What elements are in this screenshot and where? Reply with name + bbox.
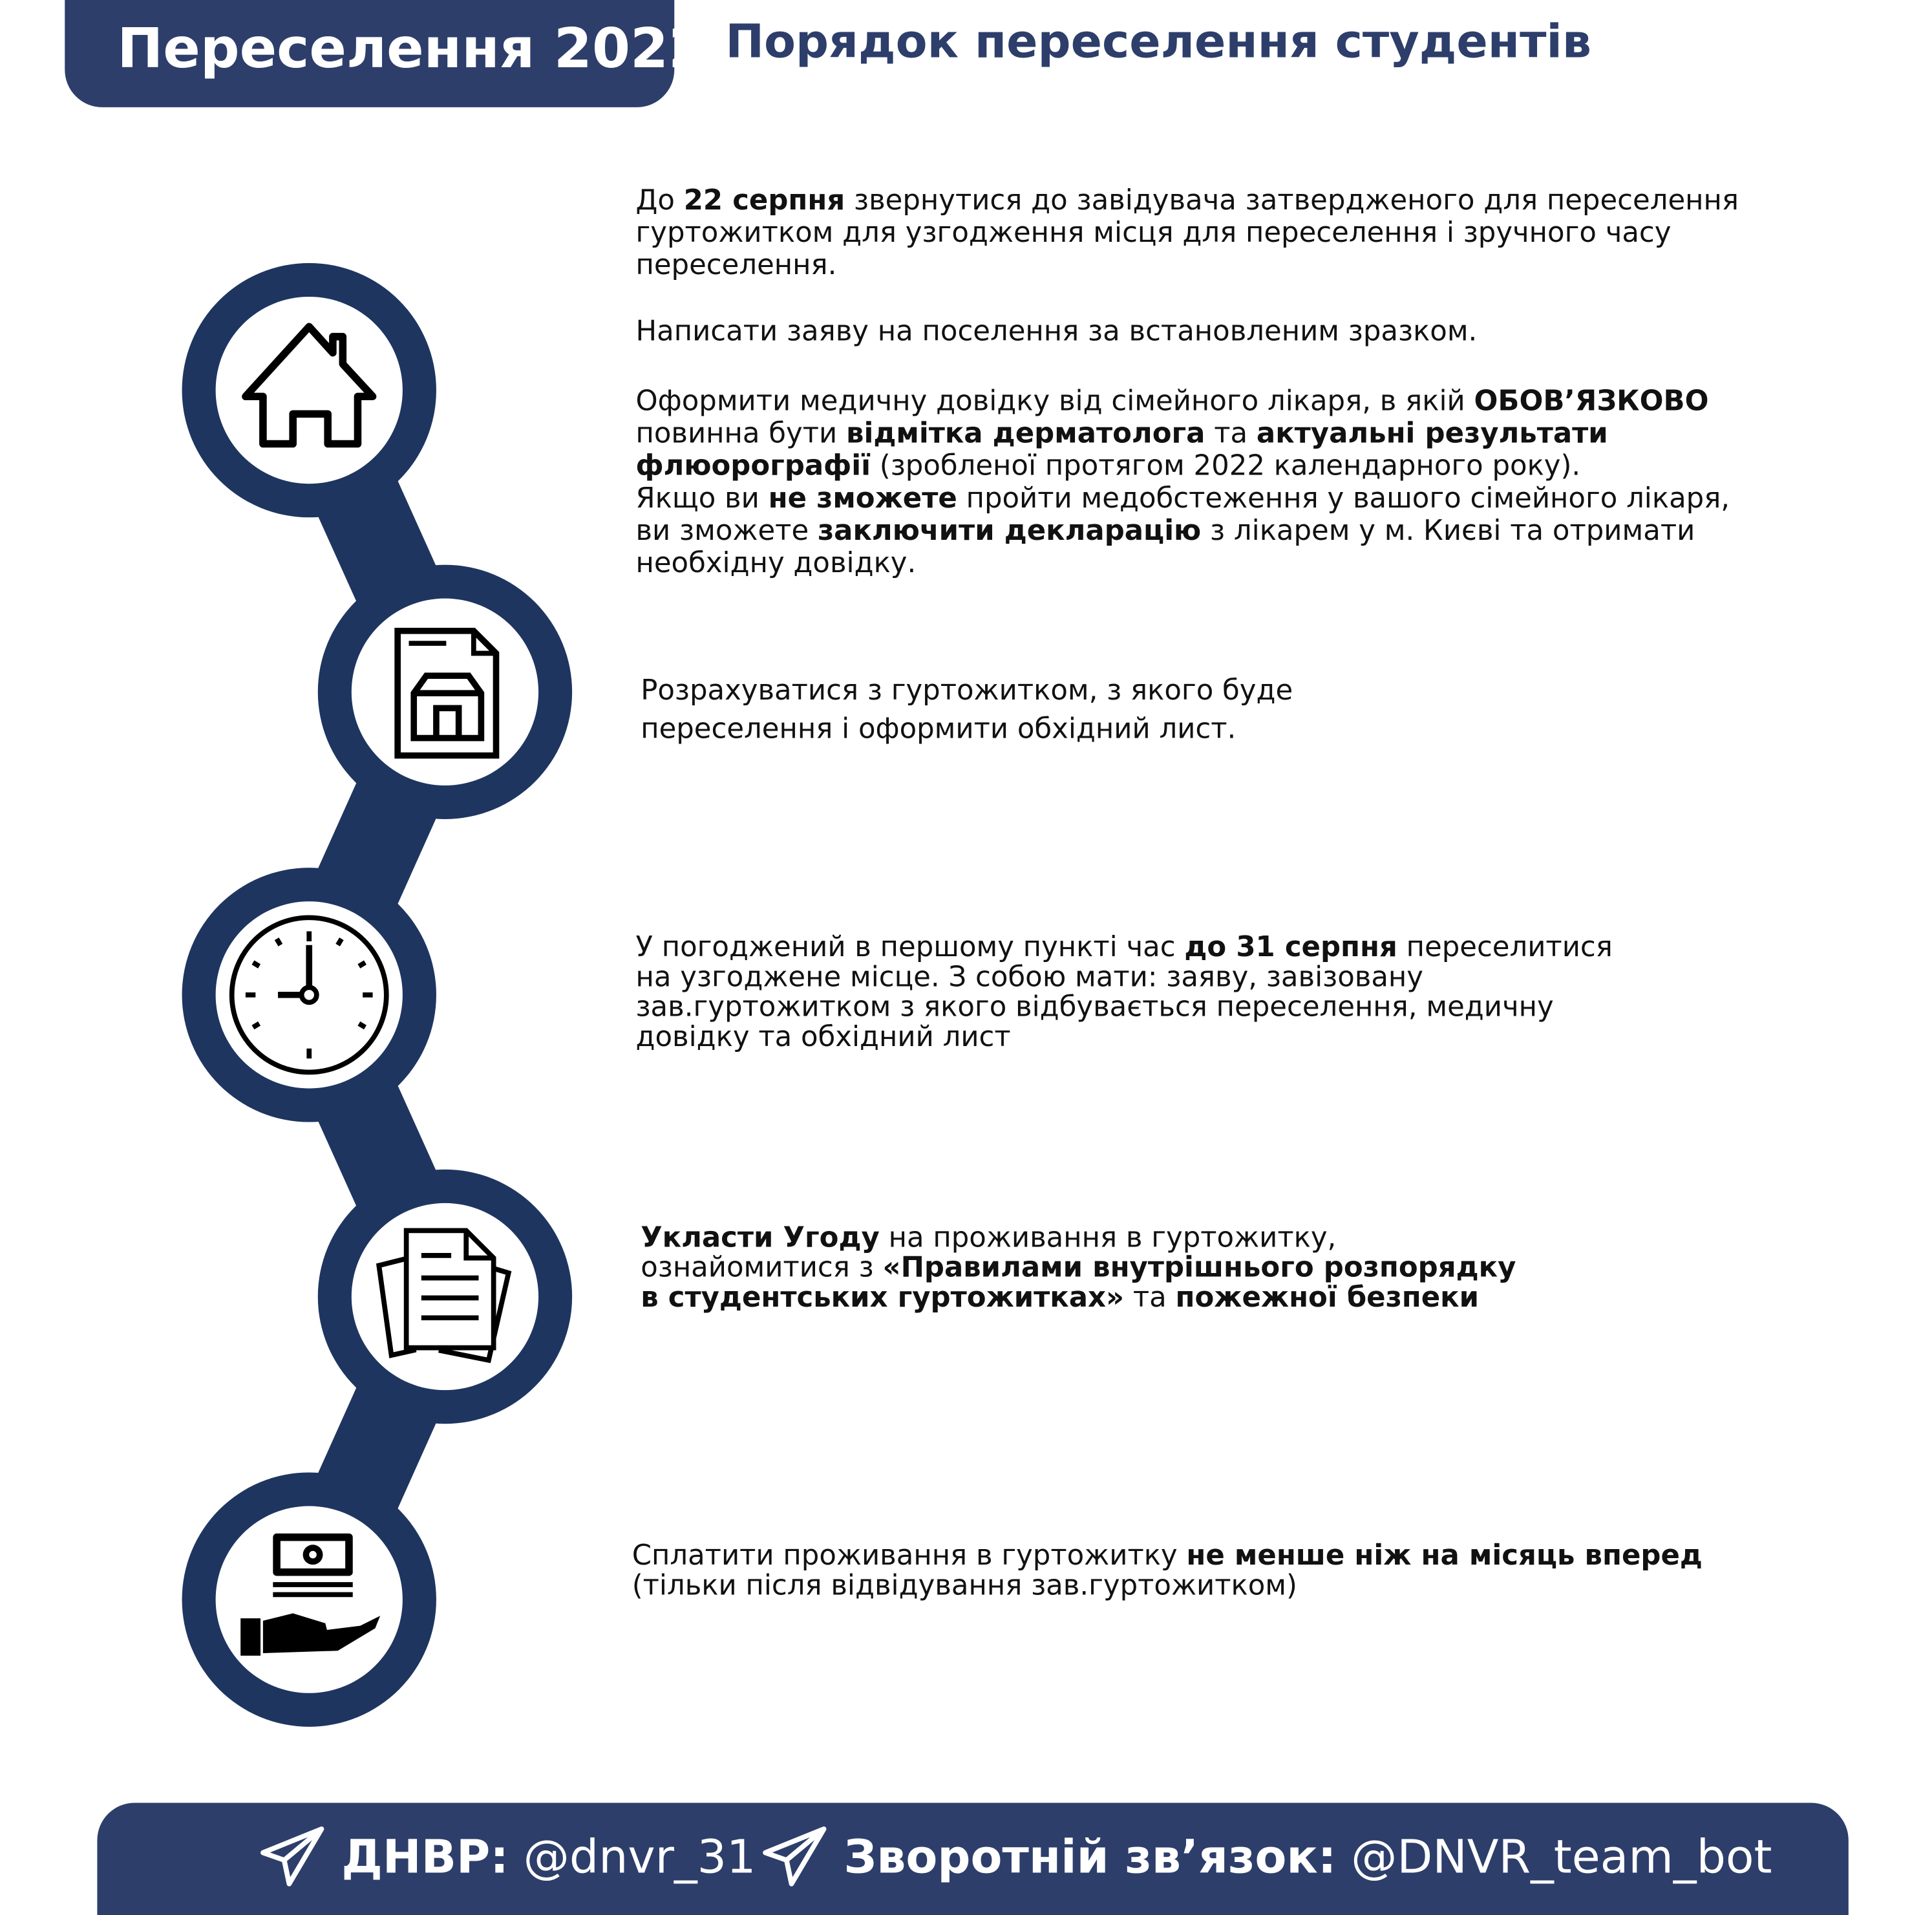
step-5-text: [632, 1541, 1804, 1601]
emphasis-text: заключити декларацію: [817, 515, 1202, 548]
body-text: звернутися до завідувача затвердженого для переселення гуртожитком для узгодження місця для переселення і зручного часу переселення.: [635, 184, 1739, 282]
body-text: на проживання в гуртожитку, ознайомитися з: [641, 1221, 1337, 1285]
footer-channel-link[interactable]: [259, 1825, 756, 1887]
emphasis-text: не зможете: [768, 482, 957, 515]
body-text: Розрахуватися з гуртожитком, з якого буде переселення і оформити обхідний лист.: [641, 674, 1293, 746]
step-1-medical-text: [635, 385, 1807, 580]
step-3-text: [635, 932, 1807, 1052]
footer-handle-2: @DNVR_team_bot: [1351, 1829, 1772, 1883]
body-text: Оформити медичну довідку від сімейного лікаря, в якій: [635, 385, 1474, 418]
emphasis-text: відмітка дерматолога: [845, 418, 1205, 451]
clock-icon: [228, 914, 390, 1076]
body-text: пройти медобстеження у вашого сімейного лікаря, ви зможете: [635, 482, 1730, 548]
body-text: (зробленої протягом 2022 календарного року). Якщо ви: [635, 450, 1581, 515]
emphasis-text: Укласти Угоду: [641, 1221, 880, 1254]
emphasis-text: не менше ніж на місяць вперед: [1186, 1539, 1703, 1572]
emphasis-text: актуальні результати флюорографії: [635, 418, 1608, 483]
footer-label-2: Зворотній зв’язок:: [844, 1829, 1337, 1883]
telegram-icon: [259, 1825, 324, 1887]
body-text: переселитися на узгоджене місце. З собою мати: заяву, завізовану зав.гуртожитком з якого відбувається переселення, медичну довідку та обхідний лист: [635, 931, 1613, 1054]
body-text: Сплатити проживання в гуртожитку: [632, 1539, 1187, 1572]
step-1-text: [635, 184, 1807, 281]
step-4-text: [641, 1223, 1812, 1313]
footer-label-1: ДНВР:: [341, 1829, 509, 1883]
step-2-text: [641, 672, 1812, 749]
body-text: До: [635, 184, 684, 217]
body-text: У погоджений в першому пункті час: [635, 931, 1185, 964]
documents-icon: [364, 1215, 526, 1378]
footer-handle-1: @dnvr_31: [523, 1829, 756, 1883]
body-text: та: [1205, 418, 1257, 451]
emphasis-text: «Правилами внутрішнього розпорядку в студентських гуртожитках»: [641, 1252, 1516, 1314]
body-text: та: [1124, 1281, 1176, 1314]
telegram-icon: [761, 1825, 826, 1887]
header-title: Переселення 2022: [117, 17, 707, 81]
emphasis-text: 22 серпня: [683, 184, 845, 217]
house-icon: [228, 309, 390, 471]
footer-bar: [97, 1803, 1848, 1915]
steps-chain: [0, 0, 648, 1770]
body-text: з лікарем у м. Києві та отримати необхідну довідку.: [635, 515, 1695, 580]
page-title: Порядок переселення студентів: [725, 15, 1592, 69]
body-text: повинна бути: [635, 418, 838, 451]
emphasis-text: ОБОВ’ЯЗКОВО: [1474, 385, 1709, 418]
money-hand-icon: [228, 1519, 390, 1681]
body-text: Написати заяву на поселення за встановленим зразком.: [635, 315, 1478, 348]
emphasis-text: пожежної безпеки: [1175, 1281, 1480, 1314]
footer-feedback-link[interactable]: [761, 1825, 1772, 1887]
body-text: (тільки після відвідування зав.гуртожитком): [632, 1569, 1297, 1602]
step-1-application-text: [635, 316, 1807, 348]
document-house-icon: [364, 611, 526, 773]
emphasis-text: до 31 серпня: [1184, 931, 1397, 964]
